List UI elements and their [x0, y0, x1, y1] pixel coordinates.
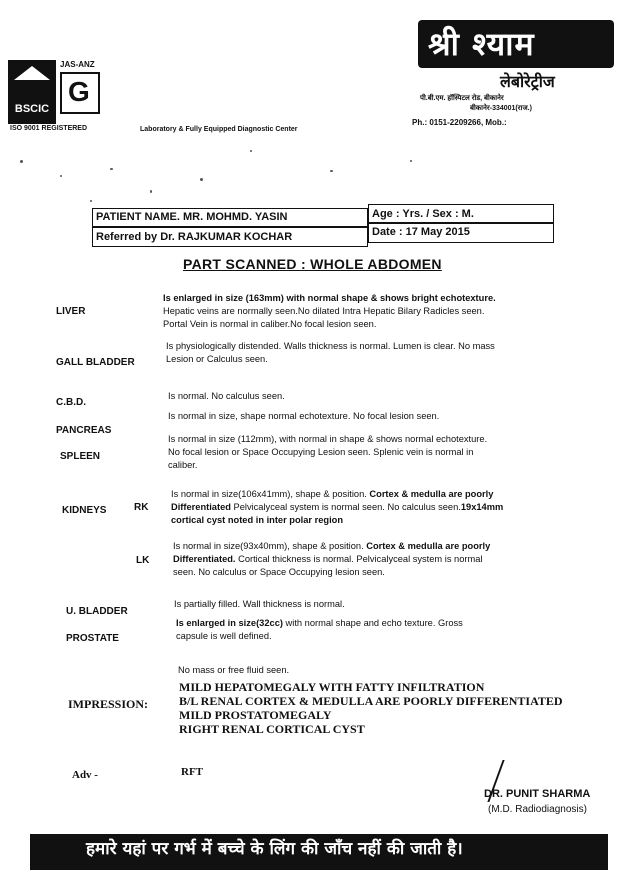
- lk-line-2-bold: Differentiated.: [173, 554, 236, 564]
- prostate-line-1: [176, 617, 463, 630]
- address-line-2: बीकानेर-334001(राज.): [470, 105, 532, 112]
- liver-line-1: Is enlarged in size (163mm) with normal shape & shows bright echotexture.: [163, 293, 496, 303]
- jas-anz-label: JAS-ANZ: [60, 60, 95, 69]
- lk-label: LK: [136, 555, 150, 566]
- pancreas-finding: Is normal in size, shape normal echotexture. No focal lesion seen.: [168, 411, 440, 421]
- brand-subtitle: लेबोरेट्रीज: [500, 72, 555, 91]
- impression-list: [179, 680, 563, 736]
- impression-label: IMPRESSION:: [68, 697, 149, 711]
- pancreas-label: PANCREAS: [56, 425, 112, 436]
- liver-line-2: Hepatic veins are normally seen.No dilated Intra Hepatic Bilary Radicles seen.: [163, 306, 485, 316]
- gall-bladder-label: GALL BLADDER: [56, 357, 135, 368]
- spleen-line-1: Is normal in size (112mm), with normal in shape & shows normal echotexture.: [168, 434, 488, 444]
- doctor-name: DR. PUNIT SHARMA: [484, 788, 591, 800]
- iso-registered: ISO 9001 REGISTERED: [10, 125, 88, 132]
- prostate-label: PROSTATE: [66, 633, 119, 644]
- impression-line: B/L RENAL CORTEX & MEDULLA ARE POORLY DIFFERENTIATED: [179, 694, 563, 708]
- gall-line-2: Lesion or Calculus seen.: [166, 354, 268, 364]
- lk-line-3: seen. No calculus or Space Occupying lesion seen.: [173, 567, 385, 577]
- liver-label: LIVER: [56, 306, 86, 317]
- phone: Ph.: 0151-2209266, Mob.:: [412, 118, 507, 127]
- address-line-1: पी.बी.एम. हॉस्पिटल रोड, बीकानेर: [420, 95, 504, 102]
- rk-line-2: [171, 501, 503, 514]
- prostate-findings: [176, 617, 463, 643]
- rk-line-1-bold: Cortex & medulla are poorly: [369, 489, 494, 499]
- rk-line-3: cortical cyst noted in inter polar region: [171, 515, 344, 525]
- advice-value: RFT: [181, 766, 203, 778]
- scan-speck: [250, 150, 252, 152]
- scan-speck: [60, 175, 62, 177]
- spleen-line-3: caliber.: [168, 460, 198, 470]
- scan-speck: [330, 170, 333, 172]
- report-date: Date : 17 May 2015: [372, 226, 470, 238]
- scan-speck: [150, 190, 152, 193]
- rk-line-2-normal: Pelvicalyceal system is normal seen. No calculus seen.: [230, 502, 461, 512]
- gall-line-1: Is physiologically distended. Walls thickness is normal. Lumen is clear. No mass: [166, 341, 495, 351]
- impression-line: MILD PROSTATOMEGALY: [179, 708, 332, 722]
- scan-speck: [200, 178, 203, 181]
- prostate-line-2: capsule is well defined.: [176, 631, 272, 641]
- jas-anz-g-icon: G: [68, 76, 90, 107]
- liver-findings: [163, 292, 496, 331]
- impression-line: RIGHT RENAL CORTICAL CYST: [179, 722, 365, 736]
- age-sex: Age : Yrs. / Sex : M.: [372, 208, 474, 220]
- lk-line-1-normal: Is normal in size(93x40mm), shape & position.: [173, 541, 367, 551]
- footer-notice: हमारे यहां पर गर्भ में बच्चे के लिंग की जाँच नहीं की जाती है।: [86, 839, 463, 859]
- lk-line-1-bold: Cortex & medulla are poorly: [366, 541, 491, 551]
- free-fluid-finding: No mass or free fluid seen.: [178, 665, 290, 675]
- scan-speck: [110, 168, 113, 170]
- lk-line-2-normal: Cortical thickness is normal. Pelvicalyceal system is normal: [235, 554, 483, 564]
- lk-line-2: [173, 553, 490, 566]
- advice-label: Adv -: [72, 769, 98, 781]
- logo-roof-icon: [14, 66, 50, 80]
- brand-name: श्री श्याम: [428, 25, 535, 63]
- lk-line-1: [173, 540, 490, 553]
- spleen-findings: [168, 433, 487, 472]
- rk-line-1: [171, 488, 503, 501]
- cbd-label: C.B.D.: [56, 397, 86, 408]
- gall-bladder-findings: [166, 340, 495, 366]
- cbd-finding: Is normal. No calculus seen.: [168, 391, 285, 401]
- kidneys-label: KIDNEYS: [62, 505, 107, 516]
- scan-speck: [90, 200, 92, 202]
- scan-speck: [410, 160, 412, 162]
- referred-by: Referred by Dr. RAJKUMAR KOCHAR: [96, 231, 293, 243]
- prostate-line-1-bold: Is enlarged in size(32cc): [176, 618, 283, 628]
- report-title: PART SCANNED : WHOLE ABDOMEN: [183, 256, 442, 272]
- u-bladder-label: U. BLADDER: [66, 606, 128, 617]
- lk-findings: [173, 540, 490, 579]
- scan-speck: [20, 160, 23, 163]
- lab-tagline: Laboratory & Fully Equipped Diagnostic Center: [140, 126, 298, 133]
- doctor-degree: (M.D. Radiodiagnosis): [488, 804, 587, 815]
- prostate-line-1-normal: with normal shape and echo texture. Gross: [282, 618, 463, 628]
- spleen-label: SPLEEN: [60, 451, 101, 462]
- rk-line-1-normal: Is normal in size(106x41mm), shape & position.: [171, 489, 370, 499]
- patient-name: PATIENT NAME. MR. MOHMD. YASIN: [96, 211, 288, 223]
- u-bladder-finding: Is partially filled. Wall thickness is normal.: [174, 599, 345, 609]
- rk-line-2-bold: Differentiated: [171, 502, 231, 512]
- spleen-line-2: No focal lesion or Space Occupying Lesion seen. Splenic vein is normal in: [168, 447, 474, 457]
- rk-findings: [171, 488, 503, 527]
- impression-line: MILD HEPATOMEGALY WITH FATTY INFILTRATION: [179, 680, 485, 694]
- liver-line-3: Portal Vein is normal in caliber.No focal lesion seen.: [163, 319, 377, 329]
- rk-label: RK: [134, 502, 149, 513]
- bscic-logo-text: BSCIC: [14, 103, 50, 115]
- rk-line-2-cyst-size: 19x14mm: [460, 502, 504, 512]
